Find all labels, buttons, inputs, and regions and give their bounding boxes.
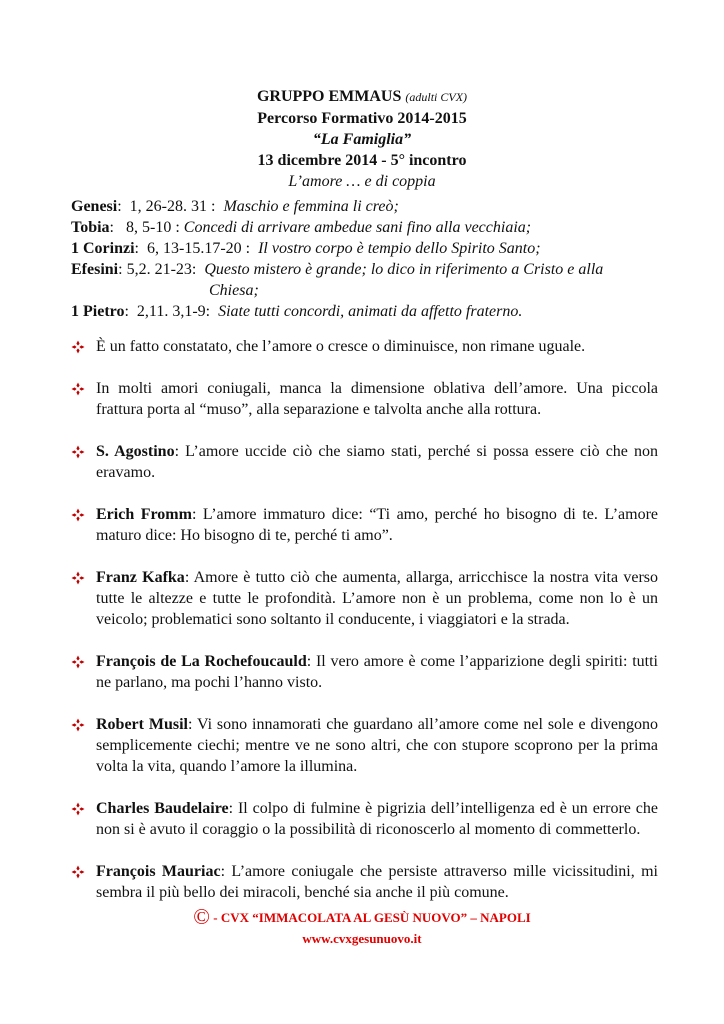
quote-item: [71, 798, 658, 840]
reference-book: 1 Pietro: [71, 303, 125, 320]
reference-verse: : 1, 26-28. 31 :: [117, 198, 224, 215]
scripture-references: [71, 196, 671, 322]
reference-book: Tobia: [71, 219, 110, 236]
reference-verse: : 2,11. 3,1-9:: [124, 303, 219, 320]
meeting-date: 13 dicembre 2014 - 5° incontro: [257, 152, 467, 169]
reference-book: Efesini: [71, 261, 119, 278]
quote-item: [71, 651, 658, 693]
four-petal-diamond-icon: [71, 567, 87, 588]
document-header: [0, 86, 724, 192]
reference-line: [71, 217, 671, 238]
quote-text: : L’amore immaturo dice: “Ti amo, perché ho bisogno di te. L’amore maturo dice: Ho bisogno di te, perché ti amo”.: [96, 506, 658, 544]
course-title: Percorso Formativo 2014-2015: [257, 110, 467, 127]
quote-author: Franz Kafka: [96, 569, 185, 586]
quote-text: : Vi sono innamorati che guardano all’amore come nel sole e divengono semplicemente ciechi; mentre ve ne sono altri, che con stupore scoprono per la prima volta la vita, quando l’amore la illumina.: [96, 716, 658, 775]
reference-quote: Questo mistero è grande; lo dico in riferimento a Cristo e alla: [204, 261, 604, 278]
quote-item: [71, 441, 658, 483]
quote-text: : L’amore coniugale che persiste attraverso mille vicissitudini, mi sembra il più bello dei miracoli, benché sia anche il più comune.: [96, 863, 658, 901]
reference-quote: Maschio e femmina li creò;: [223, 198, 399, 215]
quote-author: François Mauriac: [96, 863, 221, 880]
four-petal-diamond-icon: [71, 504, 87, 525]
four-petal-diamond-icon: [71, 861, 87, 882]
theme-title: “La Famiglia”: [312, 131, 412, 148]
quote-author: François de La Rochefoucauld: [96, 653, 307, 670]
reference-line: [71, 238, 671, 259]
reference-verse: : 8, 5-10 :: [109, 219, 184, 236]
quote-item: [71, 714, 658, 777]
four-petal-diamond-icon: [71, 714, 87, 735]
four-petal-diamond-icon: [71, 798, 87, 819]
website-link[interactable]: www.cvxgesunuovo.it: [302, 931, 422, 946]
quote-text: : Il colpo di fulmine è pigrizia dell’intelligenza ed è un errore che non si è avuto il coraggio o la possibilità di riconoscerlo al momento di commetterlo.: [96, 800, 659, 838]
quote-list: [71, 336, 658, 903]
four-petal-diamond-icon: [71, 336, 87, 357]
reference-continuation: [71, 280, 671, 301]
reference-line: [71, 301, 671, 322]
quote-text: : Amore è tutto ciò che aumenta, allarga, arricchisce la nostra vita verso tutte le altezze e tutte le profondità. L’amore non è un problema, come non lo è un veicolo; problematici sono soltanto il conducente, i viaggiatori e la strada.: [96, 569, 659, 628]
quote-item: [71, 336, 658, 357]
quote-item: [71, 504, 658, 546]
reference-verse: : 5,2. 21-23:: [118, 261, 205, 278]
group-title: GRUPPO EMMAUS: [256, 88, 402, 105]
quote-item: [71, 378, 658, 420]
reference-book: 1 Corinzi: [71, 240, 135, 257]
quote-author: Erich Fromm: [96, 506, 192, 523]
group-subtitle: (adulti CVX): [405, 90, 468, 104]
reference-quote: Siate tutti concordi, animati da affetto fraterno.: [218, 303, 523, 320]
quote-text: È un fatto constatato, che l’amore o cresce o diminuisce, non rimane uguale.: [96, 338, 586, 355]
quote-text: : Il vero amore è come l’apparizione degli spiriti: tutti ne parlano, ma pochi l’hanno visto.: [96, 653, 658, 691]
four-petal-diamond-icon: [71, 378, 87, 399]
title-line: [0, 86, 724, 108]
quote-author: Charles Baudelaire: [96, 800, 229, 817]
reference-quote: Concedi di arrivare ambedue sani fino alla vecchiaia;: [183, 219, 532, 236]
organization-name: - CVX “IMMACOLATA AL GESÙ NUOVO” – NAPOLI: [210, 910, 531, 925]
quote-author: Robert Musil: [96, 716, 188, 733]
reference-book: Genesi: [71, 198, 118, 215]
quote-text: In molti amori coniugali, manca la dimensione oblativa dell’amore. Una piccola frattura porta al “muso”, alla separazione e talvolta anche alla rottura.: [96, 380, 658, 418]
four-petal-diamond-icon: [71, 651, 87, 672]
reference-verse: : 6, 13-15.17-20 :: [134, 240, 259, 257]
reference-quote: Chiesa;: [209, 282, 259, 299]
reference-line: [71, 196, 671, 217]
quote-author: S. Agostino: [96, 443, 175, 460]
quote-item: [71, 567, 658, 630]
quote-item: [71, 861, 658, 903]
four-petal-diamond-icon: [71, 441, 87, 462]
copyright-symbol: ©: [193, 904, 211, 929]
document-footer: [0, 906, 724, 949]
quote-text: : L’amore uccide ciò che siamo stati, perché si possa essere ciò che non eravamo.: [96, 443, 659, 481]
meeting-topic: L’amore … e di coppia: [288, 173, 436, 190]
reference-quote: Il vostro corpo è tempio dello Spirito Santo;: [258, 240, 541, 257]
reference-line: [71, 259, 671, 280]
